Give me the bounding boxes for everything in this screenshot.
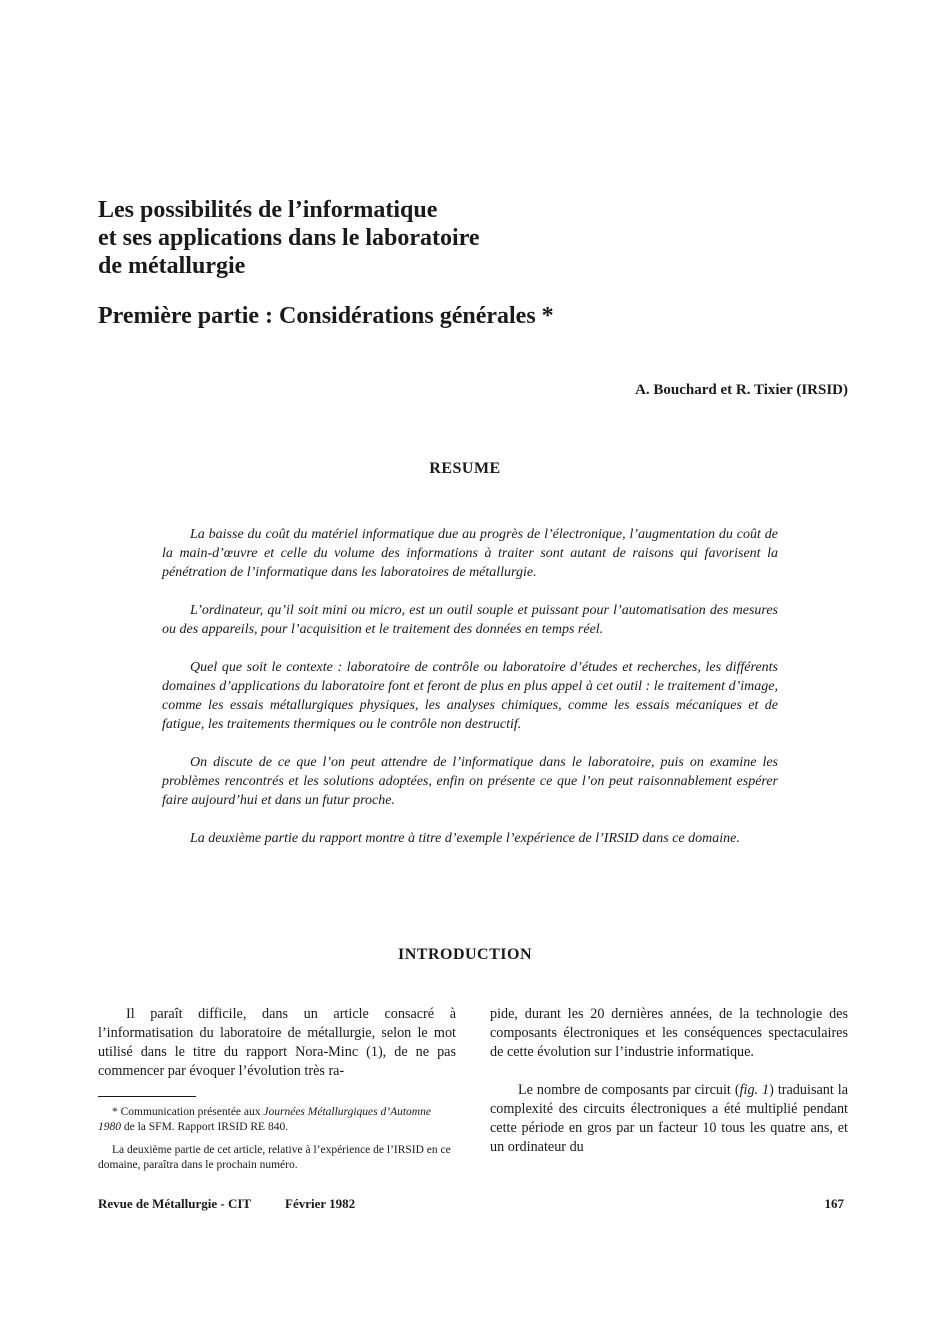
footnote-divider	[98, 1096, 196, 1097]
figure-reference: fig. 1	[739, 1082, 770, 1098]
footnote-1-event: Journées Métallurgiques d’Automne 1980	[98, 1106, 431, 1133]
abstract-heading: RESUME	[429, 460, 501, 477]
intro-paragraph-right-2	[490, 1081, 848, 1157]
abstract-paragraph: La baisse du coût du matériel informatique due au progrès de l’électronique, l’augmentation du coût de la main-d’œuvre et celle du volume des informations à traiter sont autant de raisons qui favorisent la pénétration de l’informatique dans les laboratoires de métallurgie.	[162, 527, 778, 580]
intro-paragraph-right-1: pide, durant les 20 dernières années, de la technologie des composants électroniques et les conséquences spectaculaires de cette évolution sur l’industrie informatique.	[490, 1006, 848, 1060]
introduction-heading: INTRODUCTION	[397, 946, 532, 963]
abstract-paragraph: La deuxième partie du rapport montre à titre d’exemple l’expérience de l’IRSID dans ce domaine.	[190, 831, 740, 846]
paragraph-text: Le nombre de composants par circuit (	[518, 1082, 740, 1098]
title-line-3: de métallurgie	[98, 253, 246, 279]
article-subtitle: Première partie : Considérations générales *	[98, 303, 554, 329]
abstract-paragraph: On discute de ce que l’on peut attendre de l’informatique dans le laboratoire, puis on examine les problèmes rencontrés et les solutions adoptées, enfin on présente ce que l’on peut raisonnablement espérer faire aujourd’hui et dans un futur proche.	[162, 755, 778, 808]
article-title	[98, 196, 658, 280]
footnotes	[98, 1105, 456, 1181]
footnote-2: La deuxième partie de cet article, relative à l’expérience de l’IRSID en ce domaine, paraîtra dans le prochain numéro.	[98, 1144, 451, 1171]
footnote-1-text: * Communication présentée aux	[112, 1106, 264, 1118]
paragraph-text-cont: ) traduisant la complexité des circuits électroniques a été multiplié pendant cette période en gros par un facteur 10 tous les quatre ans, et un ordinateur du	[490, 1082, 848, 1155]
intro-paragraph-left: Il paraît difficile, dans un article consacré à l’informatisation du laboratoire de métallurgie, selon le mot utilisé dans le titre du rapport Nora-Minc (1), de ne pas commencer par évoquer l’évolution très ra-	[98, 1006, 456, 1079]
title-line-2: et ses applications dans le laboratoire	[98, 225, 480, 251]
page-number: 167	[824, 1196, 844, 1211]
authors: A. Bouchard et R. Tixier (IRSID)	[635, 382, 848, 398]
footnote-1	[98, 1105, 456, 1135]
footer-journal: Revue de Métallurgie - CIT	[98, 1196, 252, 1211]
footer-date: Février 1982	[285, 1196, 356, 1211]
title-line-1: Les possibilités de l’informatique	[98, 197, 438, 223]
abstract-paragraph: L’ordinateur, qu’il soit mini ou micro, est un outil souple et puissant pour l’automatisation des mesures ou des appareils, pour l’acquisition et le traitement des données en temps réel.	[162, 603, 778, 637]
footnote-1-ref: de la SFM. Rapport IRSID RE 840.	[121, 1121, 289, 1133]
abstract-paragraph: Quel que soit le contexte : laboratoire de contrôle ou laboratoire d’études et recherches, les différents domaines d’applications du laboratoire font et feront de plus en plus appel à cet outil : le traitement d’image, comme les essais métallurgiques physiques, les analyses chimiques, comme les essais mécaniques et de fatigue, les traitements thermiques ou le contrôle non destructif.	[162, 660, 778, 732]
right-column	[490, 1005, 848, 1176]
abstract-body	[162, 525, 778, 867]
left-column	[98, 1005, 456, 1100]
